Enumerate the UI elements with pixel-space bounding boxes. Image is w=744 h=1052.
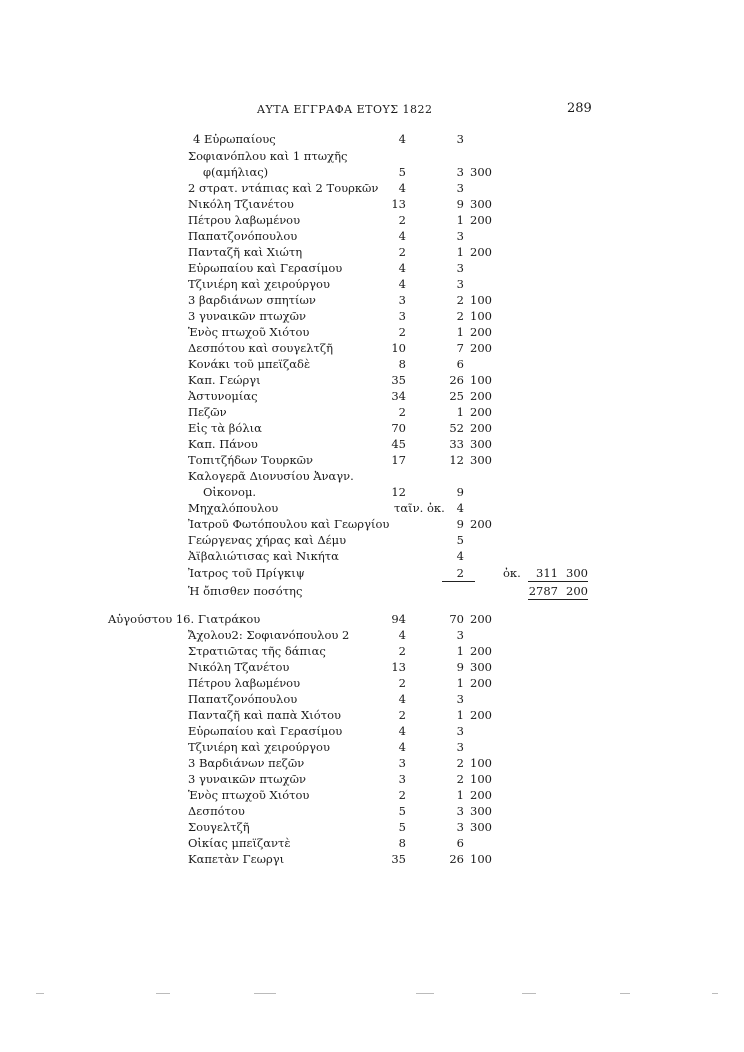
row-col-b: 1 — [456, 405, 464, 419]
row-col-b: 3 — [456, 181, 464, 195]
row-desc: Γιατράκου — [198, 612, 261, 626]
ledger-row — [0, 565, 744, 581]
row-desc: Εἰς τὰ βόλια — [188, 421, 262, 435]
row-col-c: 300 — [470, 820, 492, 834]
row-col-b: 3 — [456, 692, 464, 706]
row-desc: Πανταζῆ καὶ Χιώτη — [188, 245, 303, 259]
row-total-major: 2787 — [528, 584, 558, 598]
row-col-b: 1 — [456, 245, 464, 259]
ledger-row — [0, 548, 744, 564]
row-col-a: 2 — [398, 644, 406, 658]
row-desc: Εὐρωπαίου καὶ Γερασίμου — [188, 261, 343, 275]
row-desc: 4 Εὐρωπαίους — [193, 132, 276, 146]
row-col-a: 10 — [391, 341, 406, 355]
row-desc: φ(αμήλιας) — [203, 165, 269, 179]
row-col-b: 5 — [456, 533, 464, 547]
ledger-row — [0, 212, 744, 228]
row-col-b: 3 — [456, 740, 464, 754]
ledger-row — [0, 436, 744, 452]
row-col-a: 2 — [398, 213, 406, 227]
scan-mark — [620, 993, 630, 994]
ledger-row — [0, 659, 744, 675]
ledger-row — [0, 244, 744, 260]
row-desc: Ἑνὸς πτωχοῦ Χιότου — [188, 788, 310, 802]
row-desc: Καπ. Γεώργι — [188, 373, 261, 387]
row-desc: Παπατζονόπουλου — [188, 229, 298, 243]
row-col-a: 35 — [391, 852, 406, 866]
ledger-row — [0, 468, 744, 484]
ledger-row — [0, 500, 744, 516]
row-desc: Παπατζονόπουλου — [188, 692, 298, 706]
row-col-c: 300 — [470, 453, 492, 467]
row-col-a: 2 — [398, 708, 406, 722]
ledger-row — [0, 228, 744, 244]
row-col-b: 25 — [449, 389, 464, 403]
row-col-c: 200 — [470, 405, 492, 419]
row-desc: Πανταζῆ καὶ παπὰ Χιότου — [188, 708, 342, 722]
row-col-b: 1 — [456, 644, 464, 658]
row-col-b: 3 — [456, 165, 464, 179]
row-col-c: 200 — [470, 708, 492, 722]
ledger-row — [0, 819, 744, 835]
row-col-a: 3 — [398, 293, 406, 307]
page-number: 289 — [567, 101, 592, 116]
row-desc: 3 Βαρδιάνων πεζῶν — [188, 756, 305, 770]
row-col-a: 3 — [398, 756, 406, 770]
row-col-b: 9 — [456, 485, 464, 499]
row-col-a: 12 — [391, 485, 406, 499]
row-col-a: 4 — [398, 229, 406, 243]
ledger-row — [0, 452, 744, 468]
row-desc: Τοπιτζήδων Τουρκῶν — [188, 453, 313, 467]
row-desc: Καπ. Πάνου — [188, 437, 258, 451]
row-desc: 3 γυναικῶν πτωχῶν — [188, 309, 306, 323]
ledger-row — [0, 404, 744, 420]
row-col-a: 5 — [398, 804, 406, 818]
scan-mark — [712, 993, 718, 994]
row-col-a: 94 — [391, 612, 406, 626]
ledger-row — [0, 372, 744, 388]
row-col-c: 200 — [470, 612, 492, 626]
row-col-b: 2 — [456, 772, 464, 786]
ledger-row — [0, 611, 744, 627]
ledger-row — [0, 755, 744, 771]
row-col-b: 4 — [456, 501, 464, 515]
row-col-c: 200 — [470, 325, 492, 339]
ledger-row — [0, 739, 744, 755]
row-col-c: 100 — [470, 373, 492, 387]
row-col-a: 4 — [398, 132, 406, 146]
row-col-a: 8 — [398, 357, 406, 371]
row-col-c: 300 — [470, 804, 492, 818]
row-total-minor: 200 — [566, 584, 588, 598]
scan-mark — [522, 993, 536, 994]
ledger-row — [0, 292, 744, 308]
row-desc: Τζινιέρη καὶ χειρούργου — [188, 740, 330, 754]
row-col-b: 3 — [456, 132, 464, 146]
row-col-c: 300 — [470, 660, 492, 674]
row-col-a: 13 — [391, 660, 406, 674]
scan-mark — [254, 993, 276, 994]
row-desc: Μηχαλόπουλου — [188, 501, 279, 515]
row-col-a: 2 — [398, 405, 406, 419]
row-col-a: 4 — [398, 181, 406, 195]
row-desc: Πεζῶν — [188, 405, 227, 419]
row-col-a: 35 — [391, 373, 406, 387]
row-desc: Νικόλη Τζιανέτου — [188, 197, 294, 211]
row-col-b: 3 — [456, 277, 464, 291]
row-desc: Τζινιέρη καὶ χειρούργου — [188, 277, 330, 291]
row-col-a: 2 — [398, 676, 406, 690]
scan-mark — [36, 993, 44, 994]
row-desc: Πέτρου λαβωμένου — [188, 676, 301, 690]
row-col-b: 3 — [456, 229, 464, 243]
row-desc: Σουγελτζῆ — [188, 820, 250, 834]
row-col-c: 100 — [470, 309, 492, 323]
ledger-row — [0, 180, 744, 196]
ledger-row — [0, 484, 744, 500]
ledger-row — [0, 707, 744, 723]
row-col-a: 4 — [398, 277, 406, 291]
row-desc: Ἄχολου2: Σοφιανόπουλου 2 — [188, 628, 350, 642]
row-col-b: 12 — [449, 453, 464, 467]
row-desc: Ἡ ὄπισθεν ποσότης — [188, 584, 303, 598]
ledger-row — [0, 771, 744, 787]
row-col-c: 200 — [470, 676, 492, 690]
row-desc: Ἀϊβαλιώτισας καὶ Νικήτα — [188, 549, 339, 563]
row-col-c: 200 — [470, 517, 492, 531]
scan-mark — [416, 993, 434, 994]
row-col-b: 52 — [449, 421, 464, 435]
row-col-a: 4 — [398, 628, 406, 642]
row-col-c: 100 — [470, 852, 492, 866]
ledger-row — [0, 787, 744, 803]
row-col-c: 200 — [470, 644, 492, 658]
row-col-a: 5 — [398, 820, 406, 834]
row-col-c: 100 — [470, 756, 492, 770]
total-rule — [528, 599, 588, 600]
ledger-row — [0, 148, 744, 164]
ledger-row — [0, 675, 744, 691]
ledger-row — [0, 643, 744, 659]
row-col-c: 200 — [470, 245, 492, 259]
row-col-a: 17 — [391, 453, 406, 467]
row-desc: Οἰκίας μπεϊζαντὲ — [188, 836, 291, 850]
row-unit: ταῖν. — [394, 501, 424, 515]
row-desc: Καλογερᾶ Διονυσίου Ἀναγν. — [188, 469, 354, 483]
running-header: ΑΥΤΑ ΕΓΓΡΑΦΑ ΕΤΟΥΣ 1822 — [257, 103, 433, 116]
row-col-a: 70 — [391, 421, 406, 435]
row-col-a: 4 — [398, 261, 406, 275]
ledger-row — [0, 532, 744, 548]
ledger-row — [0, 131, 744, 147]
row-col-b: 3 — [456, 261, 464, 275]
row-desc: Ἰατρος τοῦ Πρίγκιψ — [188, 566, 305, 580]
row-col-a: 2 — [398, 325, 406, 339]
row-desc: Ἀστυνομίας — [188, 389, 258, 403]
row-col-b: 70 — [449, 612, 464, 626]
row-col-a: 3 — [398, 309, 406, 323]
row-desc: 3 βαρδιάνων σπητίων — [188, 293, 316, 307]
row-col-a: 4 — [398, 740, 406, 754]
row-col-b: 9 — [456, 197, 464, 211]
ledger-row — [0, 723, 744, 739]
row-desc: 3 γυναικῶν πτωχῶν — [188, 772, 306, 786]
ledger-row — [0, 691, 744, 707]
row-desc: Σοφιανόπλου καὶ 1 πτωχῆς — [188, 149, 348, 163]
row-col-b: 2 — [456, 293, 464, 307]
ledger-row — [0, 803, 744, 819]
row-col-b: 9 — [456, 517, 464, 531]
row-col-b: 1 — [456, 325, 464, 339]
row-col-b: 33 — [449, 437, 464, 451]
ledger-row — [0, 260, 744, 276]
row-col-b: 1 — [456, 676, 464, 690]
row-desc: Στρατιῶτας τῆς δάπιας — [188, 644, 326, 658]
ledger-row — [0, 516, 744, 532]
row-col-a: 2 — [398, 245, 406, 259]
row-desc: 2 στρατ. ντάπιας καὶ 2 Τουρκῶν — [188, 181, 379, 195]
row-col-c: 200 — [470, 213, 492, 227]
row-col-c: 300 — [470, 437, 492, 451]
row-col-b: 26 — [449, 373, 464, 387]
row-desc: Ἑνὸς πτωχοῦ Χιότου — [188, 325, 310, 339]
row-col-b: 26 — [449, 852, 464, 866]
row-col-b: 3 — [456, 628, 464, 642]
row-col-b: 6 — [456, 836, 464, 850]
ledger-row — [0, 308, 744, 324]
row-col-a: 13 — [391, 197, 406, 211]
row-col-c: 200 — [470, 421, 492, 435]
row-col-b: 6 — [456, 357, 464, 371]
row-col-a: 4 — [398, 724, 406, 738]
row-col-a: 34 — [391, 389, 406, 403]
row-desc: Πέτρου λαβωμένου — [188, 213, 301, 227]
row-col-a: 4 — [398, 692, 406, 706]
row-col-c: 300 — [470, 197, 492, 211]
ledger-row — [0, 835, 744, 851]
row-col-a: 8 — [398, 836, 406, 850]
ledger-row — [0, 627, 744, 643]
ledger-row — [0, 388, 744, 404]
date-label: Αὐγούστου 16. — [108, 612, 195, 626]
row-col-b: 1 — [456, 213, 464, 227]
row-col-b: 1 — [456, 788, 464, 802]
row-col-b: 3 — [456, 724, 464, 738]
row-col-a: 45 — [391, 437, 406, 451]
ledger-row — [0, 196, 744, 212]
row-col-b: 1 — [456, 708, 464, 722]
row-col-c: 100 — [470, 293, 492, 307]
ledger-row — [0, 420, 744, 436]
row-col-b: 4 — [456, 549, 464, 563]
row-col-b: 3 — [456, 804, 464, 818]
row-col-a: 2 — [398, 788, 406, 802]
row-desc: Καπετὰν Γεωργι — [188, 852, 285, 866]
row-desc: Οἰκονομ. — [203, 485, 257, 499]
row-col-c: 100 — [470, 772, 492, 786]
row-col-a: 3 — [398, 772, 406, 786]
row-col-b: 7 — [456, 341, 464, 355]
row-col-c: 300 — [470, 165, 492, 179]
row-col-b: 2 — [456, 309, 464, 323]
row-unit: ὀκ. — [503, 566, 521, 580]
row-desc: Νικόλη Τζανέτου — [188, 660, 290, 674]
row-desc: Ἰατροῦ Φωτόπουλου καὶ Γεωργίου — [188, 517, 390, 531]
row-unit-2: ὀκ. — [427, 501, 445, 515]
row-col-a: 5 — [398, 165, 406, 179]
sum-rule — [442, 581, 475, 582]
row-col-b: 3 — [456, 820, 464, 834]
ledger-row — [0, 324, 744, 340]
scan-mark — [156, 993, 170, 994]
row-col-c: 200 — [470, 788, 492, 802]
row-desc: Εὐρωπαίου καὶ Γερασίμου — [188, 724, 343, 738]
ledger-row — [0, 356, 744, 372]
row-total-minor: 300 — [566, 566, 588, 580]
row-col-b: 2 — [456, 756, 464, 770]
row-col-b: 2 — [456, 566, 464, 580]
row-desc: Δεσπότου — [188, 804, 245, 818]
ledger-row — [0, 164, 744, 180]
row-desc: Γεώργενας χήρας καὶ Δέμυ — [188, 533, 347, 547]
ledger-row — [0, 276, 744, 292]
row-col-c: 200 — [470, 389, 492, 403]
row-total-major: 311 — [536, 566, 558, 580]
row-col-c: 200 — [470, 341, 492, 355]
sum-rule — [528, 581, 588, 582]
row-desc: Δεσπότου καὶ σουγελτζῆ — [188, 341, 334, 355]
row-desc: Κονάκι τοῦ μπεϊζαδὲ — [188, 357, 311, 371]
ledger-row — [0, 583, 744, 599]
ledger-row — [0, 340, 744, 356]
ledger-row — [0, 851, 744, 867]
row-col-b: 9 — [456, 660, 464, 674]
